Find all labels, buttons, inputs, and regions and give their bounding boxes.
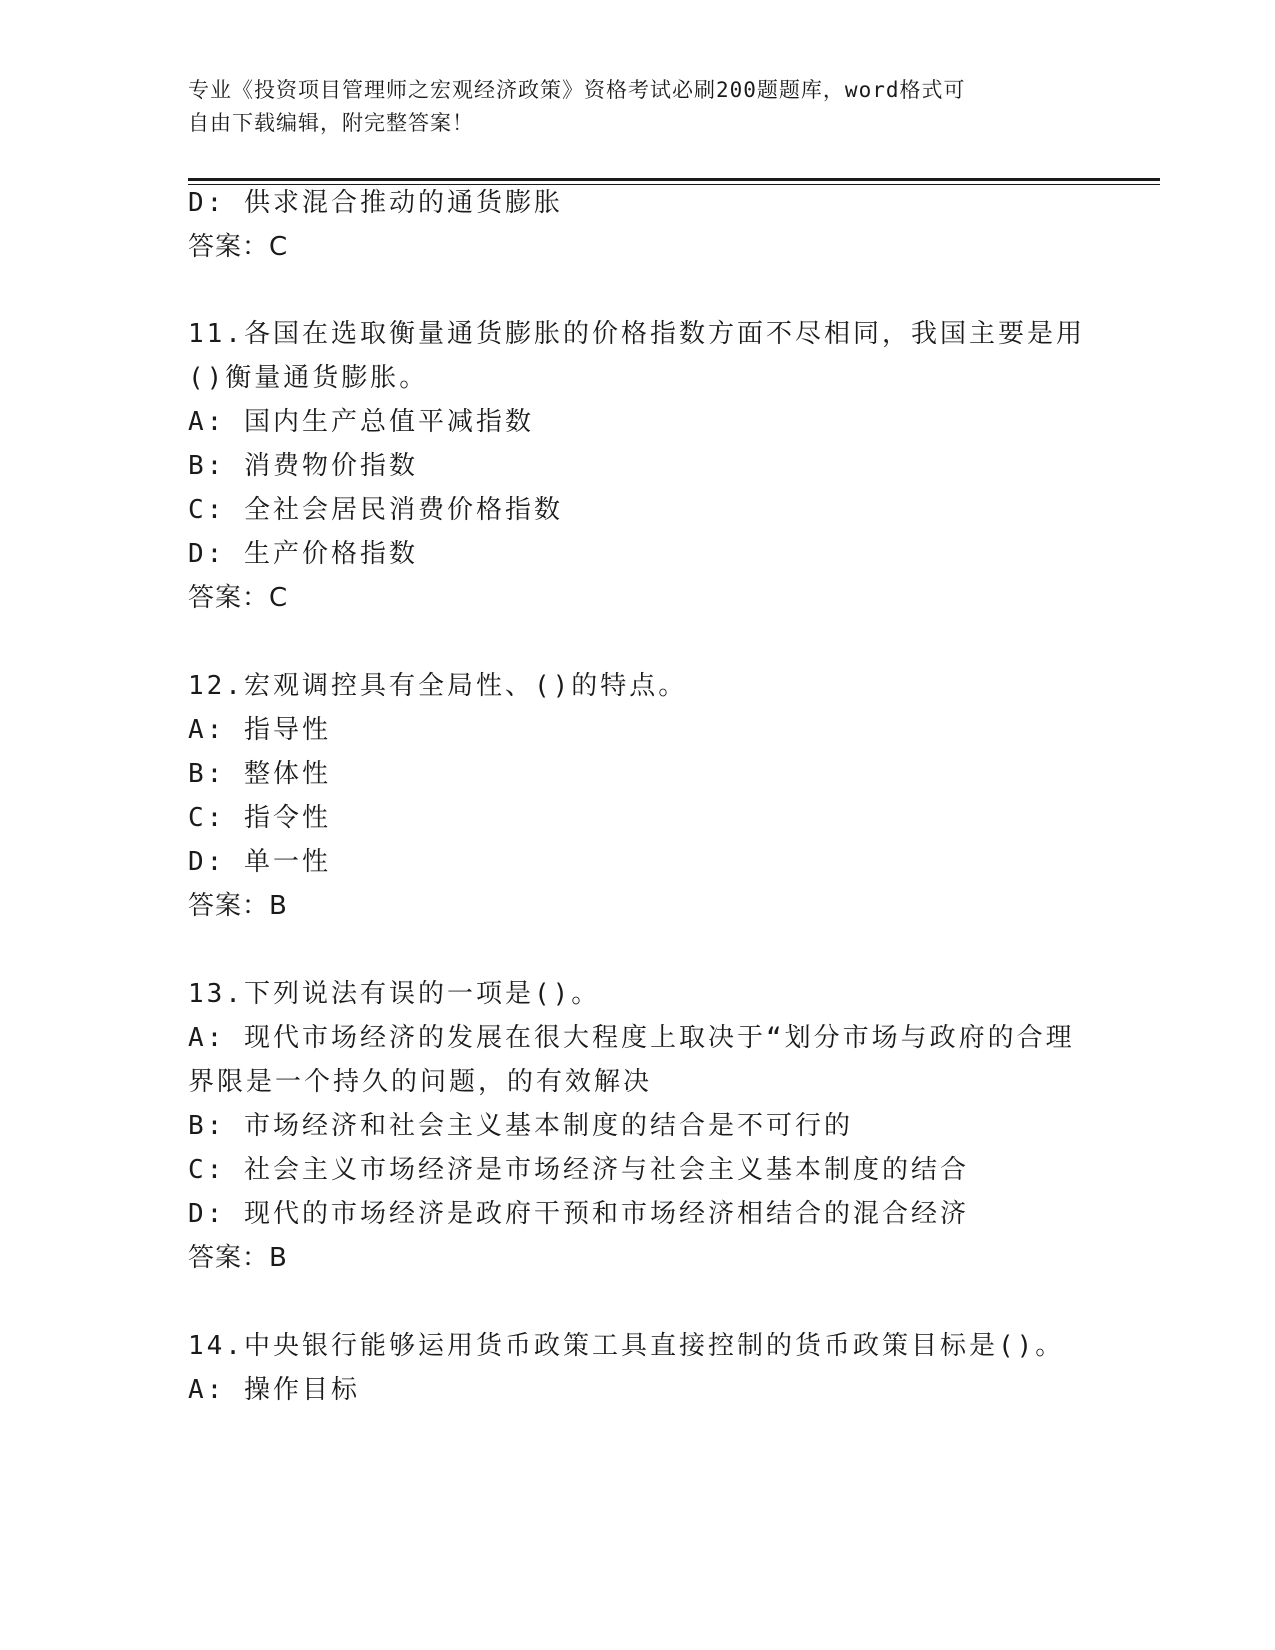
q12-answer: 答案：B [188,891,288,921]
header-divider-thick [188,178,1160,181]
prev-question-option-d: D: 供求混合推动的通货膨胀 [188,188,563,218]
q11-stem-line-2: ()衡量通货膨胀。 [188,363,429,393]
q14-option-a: A: 操作目标 [188,1375,360,1405]
q13-option-a-line-2: 界限是一个持久的问题，的有效解决 [188,1067,653,1097]
q12-option-c: C: 指令性 [188,803,331,833]
q12-option-a: A: 指导性 [188,715,331,745]
q13-option-c: C: 社会主义市场经济是市场经济与社会主义基本制度的结合 [188,1155,969,1185]
q11-option-d: D: 生产价格指数 [188,539,418,569]
q11-stem-line-1: 11.各国在选取衡量通货膨胀的价格指数方面不尽相同，我国主要是用 [188,319,1085,349]
q13-option-a-line-1: A: 现代市场经济的发展在很大程度上取决于“划分市场与政府的合理 [188,1023,1075,1053]
q13-answer: 答案：B [188,1243,288,1273]
q13-stem: 13.下列说法有误的一项是()。 [188,979,601,1009]
header-title-line-2: 自由下载编辑，附完整答案！ [188,111,474,135]
q11-option-a: A: 国内生产总值平减指数 [188,407,534,437]
document-header [188,74,1088,140]
q14-stem: 14.中央银行能够运用货币政策工具直接控制的货币政策目标是()。 [188,1331,1065,1361]
q12-stem: 12.宏观调控具有全局性、()的特点。 [188,671,688,701]
q11-answer: 答案：C [188,583,289,613]
q12-option-b: B: 整体性 [188,759,331,789]
header-title-line-1: 专业《投资项目管理师之宏观经济政策》资格考试必刷200题题库，word格式可 [188,78,966,102]
q13-option-d: D: 现代的市场经济是政府干预和市场经济相结合的混合经济 [188,1199,969,1229]
prev-question-answer: 答案：C [188,232,289,262]
q11-option-c: C: 全社会居民消费价格指数 [188,495,563,525]
q12-option-d: D: 单一性 [188,847,331,877]
q13-option-b: B: 市场经济和社会主义基本制度的结合是不可行的 [188,1111,853,1141]
q11-option-b: B: 消费物价指数 [188,451,418,481]
